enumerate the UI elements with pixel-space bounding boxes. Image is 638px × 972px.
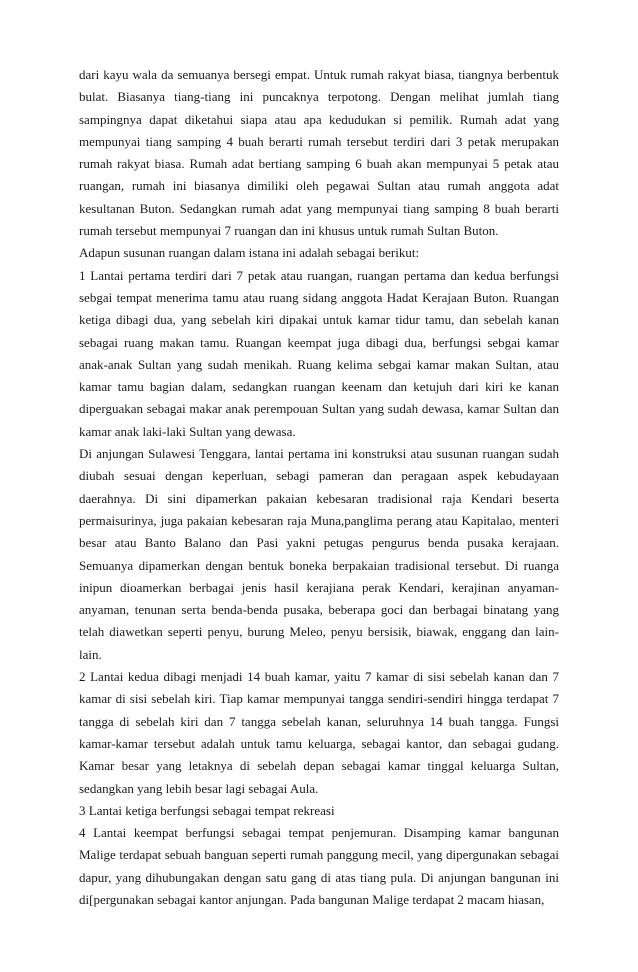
paragraph-anjungan-exhibition: Di anjungan Sulawesi Tenggara, lantai pertama ini konstruksi atau susunan ruangan sudah diubah sesuai dengan keperluan, sebagi pameran dan peragaan aspek kebudayaan daerahnya. Di sini dipamerkan pakaian kebesaran tradisional raja Kendari beserta permaisurinya, juga pakaian kebesaran raja Muna,panglima perang atau Kapitalao, menteri besar atau Banto Balano dan Pasi yakni petugas pengurus benda pusaka kerajaan. Semuanya dipamerkan dengan bentuk boneka berpakaian tradisional tersebut. Di ruanga inipun dioamerkan berbagai jenis hasil kerajiana perak Kendari, kerajinan anyaman-anyaman, tenunan serta benda-benda pusaka, beberapa goci dan berbagai binatang yang telah diawetkan seperti penyu, burung Meleo, penyu bersisik, biawak, enggang dan lain-lain. xyxy=(79,446,559,662)
paragraph-first-floor: 1 Lantai pertama terdiri dari 7 petak atau ruangan, ruangan pertama dan kedua berfungsi sebgai tempat menerima tamu atau ruang sidang anggota Hadat Kerajaan Buton. Ruangan ketiga dibagi dua, yang sebelah kiri dipakai untuk kamar tidur tamu, dan sebelah kanan sebagai ruang makan tamu. Ruangan keempat juga dibagi dua, berfungsi sebgai kamar anak-anak Sultan yang sudah menikah. Ruang kelima sebgai kamar makan Sultan, atau kamar tamu bagian dalam, sedangkan ruangan keenam dan ketujuh dari kiri ke kanan diperguakan sebagai makar anak perempouan Sultan yang sudah dewasa, kamar Sultan dan kamar anak laki-laki Sultan yang dewasa. xyxy=(79,267,559,439)
paragraph-third-floor: 3 Lantai ketiga berfungsi sebagai tempat rekreasi xyxy=(79,802,335,818)
document-page xyxy=(79,64,559,911)
paragraph-fourth-floor: 4 Lantai keempat berfungsi sebagai tempat penjemuran. Disamping kamar bangunan Malige terdapat sebuah banguan seperti rumah panggung mecil, yang dipergunakan sebagai dapur, yang dihubungakan dengan satu gang di atas tiang pula. Di anjungan bangunan ini di[pergunakan sebagai kantor anjungan. Pada bangunan Malige terdapat 2 macam hiasan, xyxy=(79,825,559,907)
paragraph-house-pillars: dari kayu wala da semuanya bersegi empat. Untuk rumah rakyat biasa, tiangnya berbentuk bulat. Biasanya tiang-tiang ini puncaknya terpotong. Dengan melihat jumlah tiang sampingnya dapat diketahui siapa atau apa kedudukan si pemilik. Rumah adat yang mempunyai tiang samping 4 buah berarti rumah tersebut terdiri dari 3 petak merupakan rumah rakyat biasa. Rumah adat bertiang samping 6 buah akan mempunyai 5 petak atau ruangan, rumah ini biasanya dimiliki oleh pegawai Sultan atau rumah anggota adat kesultanan Buton. Sedangkan rumah adat yang mempunyai tiang samping 8 buah berarti rumah tersebut mempunyai 7 ruangan dan ini khusus untuk rumah Sultan Buton. xyxy=(79,67,559,239)
paragraph-second-floor: 2 Lantai kedua dibagi menjadi 14 buah kamar, yaitu 7 kamar di sisi sebelah kanan dan 7 kamar di sisi sebelah kiri. Tiap kamar mempunyai tangga sendiri-sendiri hingga terdapat 7 tangga di sebelah kiri dan 7 tangga sebelah kanan, seluruhnya 14 buah tangga. Fungsi kamar-kamar tersebut adalah untuk tamu keluarga, sebagai kantor, dan sebagai gudang. Kamar besar yang letaknya di sebelah depan sebagai kamar tinggal keluarga Sultan, sedangkan yang lebih besar lagi sebagai Aula. xyxy=(79,669,559,796)
paragraph-room-arrangement-intro: Adapun susunan ruangan dalam istana ini adalah sebagai berikut: xyxy=(79,245,420,261)
